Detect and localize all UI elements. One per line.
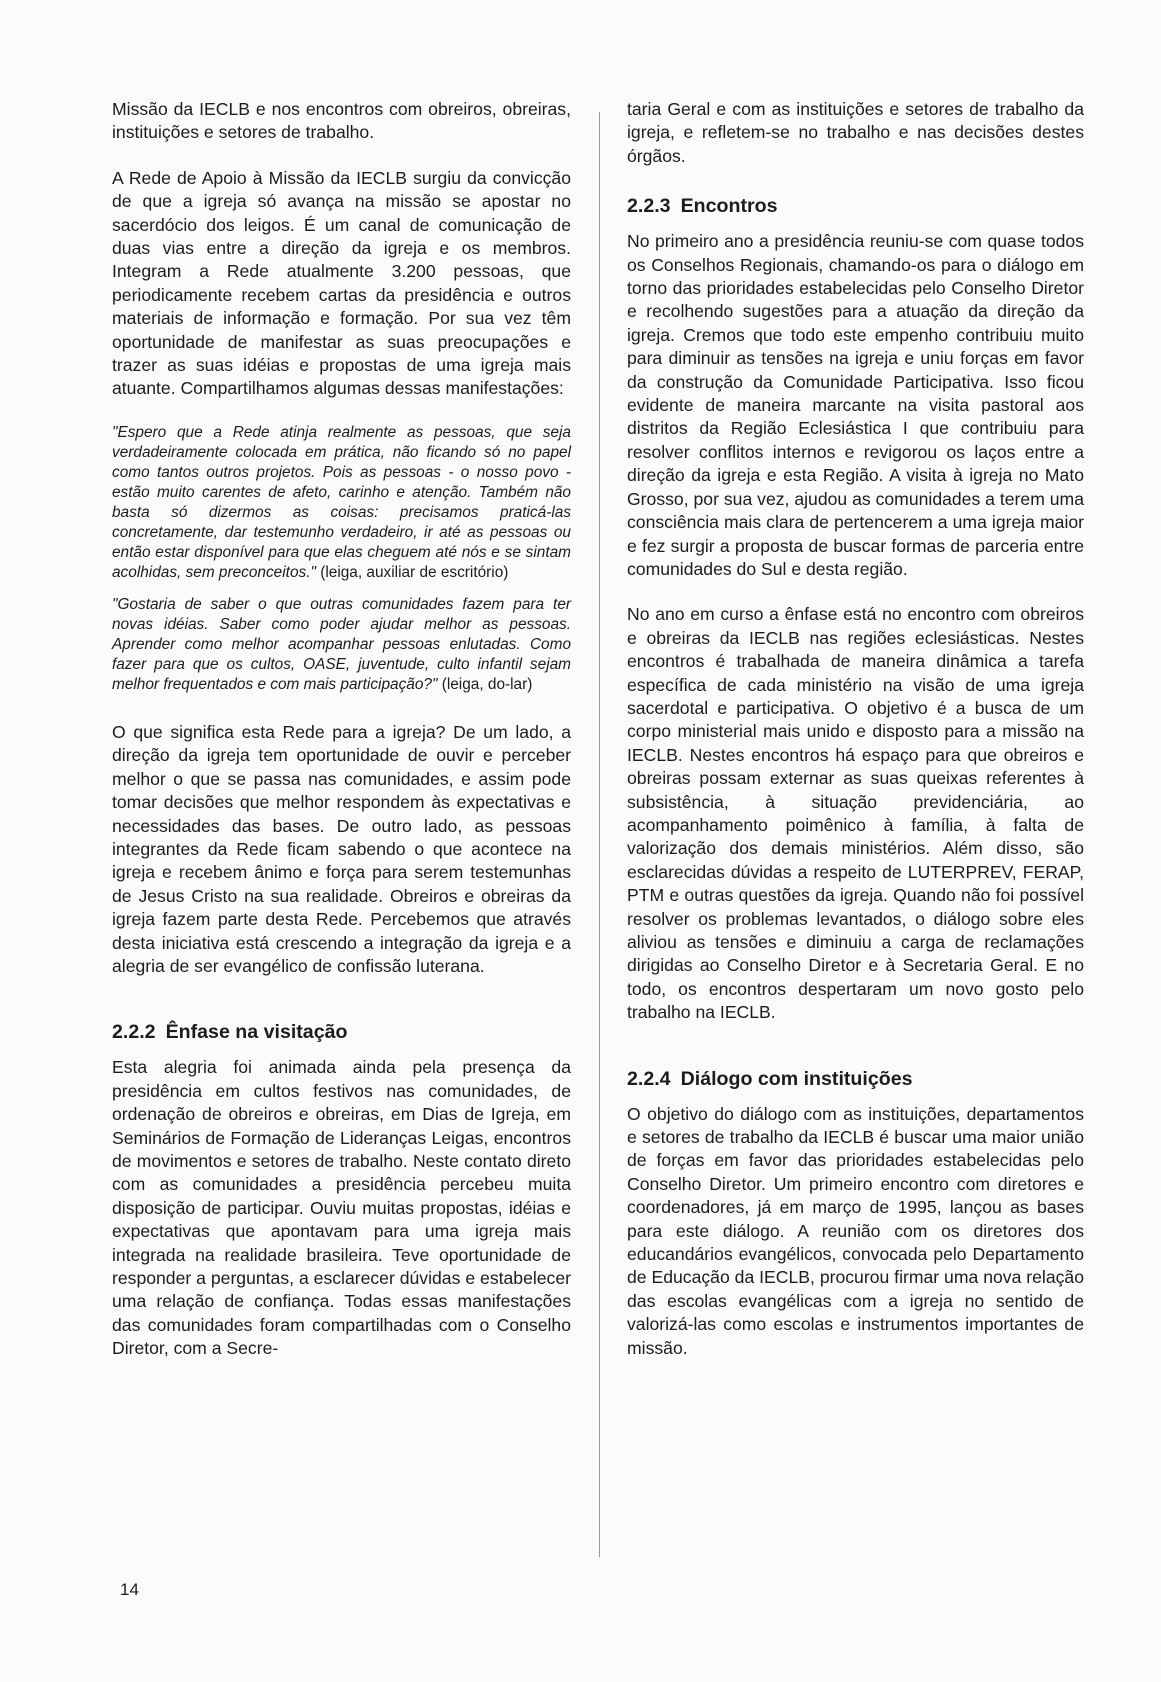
left-column: [112, 98, 571, 1383]
rede-de-apoio-paragraph: A Rede de Apoio à Missão da IECLB surgiu da convicção de que a igreja só avança na missão se apostar no sacerdócio dos leigos. É um canal de comunicação de duas vias entre a direção da igreja e os membros. Integram a Rede atualmente 3.200 pessoas, que periodicamente recebem cartas da presidência e outros materiais de informação e formação. Por sua vez têm oportunidade de manifestar as suas preocupações e trazer as suas idéias e propostas de uma igreja mais atuante. Compartilhamos algumas dessas manifestações:: [112, 167, 571, 399]
quote-1: [112, 423, 571, 583]
section-title: Encontros: [680, 195, 778, 218]
section-title: Diálogo com instituições: [680, 1067, 913, 1090]
section-number: 2.2.3: [627, 195, 671, 218]
page-number: 14: [120, 1580, 139, 1599]
column-divider: [599, 112, 600, 1557]
quote-2: [112, 595, 571, 695]
quote-1-attribution: (leiga, auxiliar de escritório): [320, 563, 509, 581]
section-heading-2-2-3: [627, 194, 1084, 218]
quote-1-text: "Espero que a Rede atinja realmente as pessoas, que seja verdadeiramente colocada em prática, não ficando só no papel como tantos outros projetos. Pois as pessoas - o nosso povo - estão muito carentes de afeto, carinho e atenção. Também não basta só dizermos as coisas: precisamos praticá-las concretamente, dar testemunho verdadeiro, ir até as pessoas ou então estar disponível para que elas cheguem até nós e se sintam acolhidas, sem preconceitos.": [112, 423, 571, 581]
section-heading-2-2-2: [112, 1020, 571, 1044]
section-heading-2-2-4: [627, 1067, 1084, 1091]
intro-paragraph: Missão da IECLB e nos encontros com obreiros, obreiras, instituições e setores de trabalho.: [112, 99, 571, 143]
section-number: 2.2.2: [112, 1021, 156, 1044]
dialogo-paragraph: O objetivo do diálogo com as instituições, departamentos e setores de trabalho da IECLB é buscar uma maior união de forças em favor das prioridades estabelecidas pelo Conselho Diretor. Um primeiro encontro com diretores e coordenadores, já em março de 1995, lançou as bases para este diálogo. A reunião com os diretores dos educandários evangélicos, convocada pelo Departamento de Educação da IECLB, procurou firmar uma nova relação das escolas evangélicas com a igreja no sentido de valorizá-las como escolas e instrumentos importantes de missão.: [627, 1103, 1084, 1358]
encontros-paragraph-2: No ano em curso a ênfase está no encontro com obreiros e obreiras da IECLB nas regiões eclesiásticas. Nestes encontros é trabalhada de maneira dinâmica a tarefa específica de cada ministério na visão de uma igreja sacerdotal e participativa. O objetivo é a busca de um corpo ministerial mais unido e disposto para a missão na IECLB. Nestes encontros há espaço para que obreiros e obreiras possam externar as suas queixas referentes à subsistência, à situação previdenciária, ao acompanhamento poimênico à família, à falta de valorização dos demais ministérios. Além disso, são esclarecidas dúvidas a respeito de LUTERPREV, FERAP, PTM e outras questões da igreja. Quando não foi possível resolver os problemas levantados, o diálogo sobre eles aliviou as tensões e diminuiu a carga de reclamações dirigidas ao Conselho Diretor e à Secretaria Geral. E no todo, os encontros despertaram um novo gosto pelo trabalho na IECLB.: [627, 604, 1084, 1023]
quote-2-attribution: (leiga, do-lar): [441, 675, 533, 693]
section-number: 2.2.4: [627, 1067, 671, 1090]
section-title: Ênfase na visitação: [165, 1021, 348, 1044]
continuation-paragraph: taria Geral e com as instituições e setores de trabalho da igreja, e refletem-se no trabalho e nas decisões destes órgãos.: [627, 99, 1084, 166]
encontros-paragraph-1: No primeiro ano a presidência reuniu-se com quase todos os Conselhos Regionais, chamando-os para o diálogo em torno das prioridades estabelecidas pelo Conselho Diretor e recolhendo sugestões para a atuação da direção da igreja. Cremos que todo este empenho contribuiu muito para diminuir as tensões na igreja e uniu forças em favor da construção da Comunidade Participativa. Isso ficou evidente de maneira marcante na visita pastoral aos distritos da Região Eclesiástica I que contribuiu para resolver conflitos internos e revigorou os laços entre a direção da igreja e esta Região. A visita à igreja no Mato Grosso, por sua vez, ajudou as comunidades a terem uma consciência mais clara de pertencerem a uma igreja maior e fez surgir a proposta de buscar formas de parceria entre comunidades do Sul e desta região.: [627, 231, 1084, 579]
quote-2-text: "Gostaria de saber o que outras comunidades fazem para ter novas idéias. Saber como poder ajudar melhor as pessoas. Aprender como melhor acompanhar pessoas enlutadas. Como fazer para que os cultos, OASE, juventude, culto infantil sejam melhor frequentados e com mais participação?": [112, 595, 571, 693]
right-column: [627, 98, 1084, 1382]
visitacao-paragraph: Esta alegria foi animada ainda pela presença da presidência em cultos festivos nas comunidades, de ordenação de obreiros e obreiras, em Dias de Igreja, em Seminários de Formação de Lideranças Leigas, encontros de movimentos e setores de trabalho. Neste contato direto com as comunidades a presidência percebeu muita disposição de participar. Ouviu muitas propostas, idéias e expectativas que apontavam para uma igreja mais integrada na realidade brasileira. Teve oportunidade de responder a perguntas, a esclarecer dúvidas e estabelecer uma relação de confiança. Todas essas manifestações das comunidades foram compartilhadas com o Conselho Diretor, com a Secre-: [112, 1057, 571, 1359]
rede-significance-paragraph: O que significa esta Rede para a igreja? De um lado, a direção da igreja tem oportunidade de ouvir e perceber melhor o que se passa nas comunidades, e assim pode tomar decisões que melhor respondem às expectativas e necessidades das bases. De outro lado, as pessoas integrantes da Rede ficam sabendo o que acontece na igreja e recebem ânimo e força para serem testemunhas de Jesus Cristo na sua realidade. Obreiros e obreiras da igreja fazem parte desta Rede. Percebemos que através desta iniciativa está crescendo a integração da igreja e a alegria de ser evangélico de confissão luterana.: [112, 721, 571, 976]
